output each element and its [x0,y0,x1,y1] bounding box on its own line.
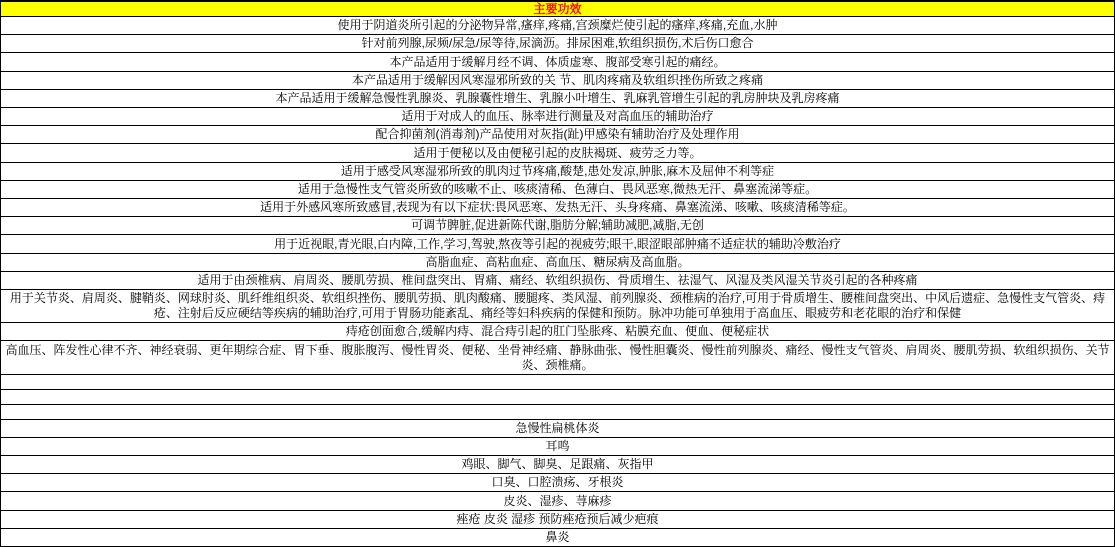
cell-text: 皮炎、湿疹、荨麻疹 [503,493,612,508]
cell-text: 配合抑菌剂(消毒剂)产品使用对灰指(趾)甲感染有辅助治疗及处理作用 [375,127,740,142]
cell-text: 鸡眼、脚气、脚臭、足跟痛、灰指甲 [461,457,654,472]
cell-text: 适用于便秘以及由便秘引起的皮肤褐斑、疲劳乏力等。 [413,145,702,160]
table-row[interactable] [1,341,1114,374]
page-title: 主要功效 [533,2,582,16]
table-row[interactable] [1,511,1114,529]
cell-text: 本产品适用于缓解急慢性乳腺炎、乳腺囊性增生、乳腺小叶增生、乳麻乳管增生引起的乳房肿块及乳房疼痛 [275,90,840,105]
cell-text: 使用于阴道炎所引起的分泌物异常,瘙痒,疼痛,宫颈糜烂使引起的瘙痒,疼痛,充血,水肿 [337,18,778,33]
cell-text: 适用于由颈椎病、肩周炎、腰肌劳损、椎间盘突出、胃痛、痛经、软组织损伤、骨质增生、祛湿气、风湿及类风湿关节炎引起的各种疼痛 [197,272,918,287]
table-row[interactable] [1,35,1114,53]
table-row[interactable] [1,72,1114,90]
table-row[interactable] [1,254,1114,272]
table-row[interactable] [1,323,1114,341]
table-header-row[interactable] [1,2,1114,17]
table-row[interactable] [1,163,1114,181]
table-row[interactable] [1,438,1114,456]
cell-text: 适用于对成人的血压、脉率进行测量及对高血压的辅助治疗 [401,109,714,124]
cell-text: 急慢性扁桃体炎 [515,420,600,435]
table-row[interactable] [1,492,1114,510]
table-row[interactable] [1,235,1114,253]
table-row[interactable] [1,53,1114,71]
cell-text: 可调节脾脏,促进新陈代谢,脂肪分解;辅助减肥,减脂,无创 [411,218,704,233]
table-row[interactable] [1,108,1114,126]
cell-text: 口臭、口腔溃疡、牙根炎 [491,475,624,490]
table-row[interactable] [1,405,1114,420]
table-row[interactable] [1,144,1114,162]
table-row[interactable] [1,199,1114,217]
cell-text: 鼻炎 [545,529,570,544]
table-row[interactable] [1,217,1114,235]
table-row[interactable] [1,529,1114,547]
cell-text: 适用于感受风寒湿邪所致的肌肉过节疼痛,酸楚,患处发凉,肿胀,麻木及屈伸不利等症 [340,163,775,178]
cell-text: 高脂血症、高粘血症、高血压、糖尿病及高血脂。 [425,254,690,269]
table-row[interactable] [1,126,1114,144]
cell-text: 用于近视眼,青光眼,白内障,工作,学习,驾驶,熬夜等引起的视疲劳;眼干,眼涩眼部肿痛不适症状的辅助冷敷治疗 [274,236,841,251]
table-row[interactable] [1,290,1114,323]
cell-text: 适用于急慢性支气管炎所致的咳嗽不止、咳痰清稀、色薄白、畏风恶寒,微热无汗、鼻塞流涕等症。 [297,181,818,196]
cell-text: 用于关节炎、肩周炎、腱鞘炎、网球肘炎、肌纤维组织炎、软组织挫伤、腰肌劳损、肌肉酸痛、腰腿疼、类风湿、前列腺炎、颈椎病的治疗,可用于骨质增生、腰椎间盘突出、中风后遗症、急慢性支气管炎、痔疮、注射后反应硬结等疾病的辅助治疗,可用于胃肠功能紊乱、痛经等妇科疾病的保健和预防。脉冲功能可单独用于高血压、眼疲劳和老花眼的治疗和保健 [9,291,1106,321]
table-row[interactable] [1,474,1114,492]
table-row[interactable] [1,390,1114,405]
cell-text: 本产品适用于缓解月经不调、体质虚寒、腹部受寒引起的痛经。 [389,54,726,69]
table-row[interactable] [1,181,1114,199]
cell-text: 耳鸣 [545,438,570,453]
table-row[interactable] [1,420,1114,438]
table-row[interactable] [1,17,1114,35]
table-row[interactable] [1,375,1114,390]
table-row[interactable] [1,456,1114,474]
cell-text: 适用于外感风寒所致感冒,表现为有以下症状:畏风恶寒、发热无汗、头身疼痛、鼻塞流涕、咳嗽、咳痰清稀等症。 [260,200,855,215]
cell-text: 痤疮 皮炎 湿疹 预防痤疮预后减少疤痕 [456,511,659,526]
table-row[interactable] [1,90,1114,108]
table-row[interactable] [1,272,1114,290]
cell-text: 针对前列腺,尿频/尿急/尿等待,尿滴沥。排尿困难,软组织损伤,术后伤口愈合 [361,36,754,51]
cell-text: 痔疮创面愈合,缓解内痔、混合痔引起的肛门坠胀疼、粘膜充血、便血、便秘症状 [345,324,770,339]
cell-text: 本产品适用于缓解因风寒湿邪所致的关 节、肌肉疼痛及软组织挫伤所致之疼痛 [351,72,764,87]
cell-text: 高血压、阵发性心律不齐、神经衰弱、更年期综合症、胃下垂、腹胀腹泻、慢性胃炎、便秘、坐骨神经痛、静脉曲张、慢性胆囊炎、慢性前列腺炎、痛经、慢性支气管炎、肩周炎、腰肌劳损、软组织损伤、关节炎、颈椎痛。 [5,342,1110,372]
